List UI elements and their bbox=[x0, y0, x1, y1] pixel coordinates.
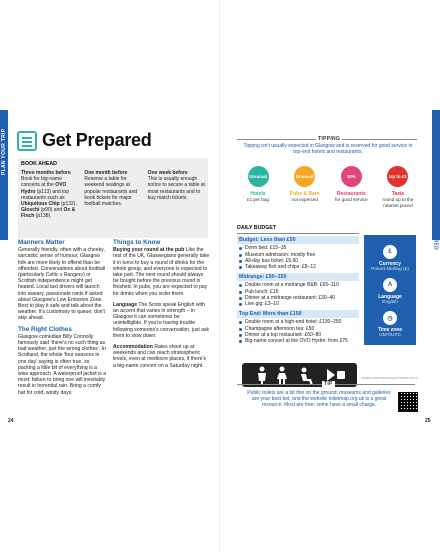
tip-item-taxis bbox=[377, 166, 419, 208]
book-col-head: One week before bbox=[147, 170, 188, 176]
language-text bbox=[113, 302, 210, 339]
qr-code-icon[interactable] bbox=[398, 392, 418, 412]
page-title-row bbox=[17, 130, 151, 151]
clothes-heading: The Right Clothes bbox=[18, 325, 72, 333]
tip-item-restaurants bbox=[330, 166, 372, 208]
accommodation-body: Rates shoot up at weekends and can reach stratospheric levels, even at mediocre places, if there's a big-name concert on a Saturday night. bbox=[113, 344, 206, 369]
book-col-bold: OVO Hydro bbox=[21, 182, 67, 195]
budget-band-low: Budget: Less than £50 bbox=[237, 236, 359, 244]
list-item: Dorm bed: £15–35 bbox=[239, 245, 359, 251]
tip-heading: TIP bbox=[324, 381, 333, 387]
checklist-icon bbox=[17, 131, 37, 151]
budget-band-mid: Midrange: £50–150 bbox=[237, 273, 359, 281]
book-col-bold: Gloschi bbox=[21, 207, 40, 214]
accommodation-label: Accommodation bbox=[113, 344, 153, 351]
tip-circle: Up to £1 bbox=[387, 166, 408, 187]
list-item: Champagne afternoon tea: £50 bbox=[239, 326, 359, 332]
tip-sub: not expected bbox=[291, 197, 318, 202]
book-ahead-box bbox=[18, 158, 208, 238]
book-col-text: This is usually enough notice to secure a table at most restaurants and to buy match tickets. bbox=[147, 176, 205, 201]
info-label: Currency bbox=[379, 261, 401, 267]
book-col-text: Reserve a table for weekend seatings at popular restaurants and book tickets for major football matches. bbox=[84, 176, 138, 208]
info-panel bbox=[364, 235, 416, 345]
book-col-head: One month before bbox=[84, 170, 128, 176]
book-col-text: (p132), bbox=[59, 201, 77, 208]
side-section-label: GET PREPARED bbox=[1, 189, 7, 232]
tip-label: Hotels bbox=[250, 191, 266, 197]
tip-label: Taxis bbox=[391, 191, 405, 197]
side-tab-label: PLAN YOUR TRIP bbox=[433, 60, 439, 107]
list-item: Double room at a high-end hotel: £130–250 bbox=[239, 319, 359, 325]
photo-credit: RIMMA KAPUSTINA/SHUTTERSTOCK © bbox=[362, 376, 418, 380]
list-item: Takeaway fish and chips: £8–12 bbox=[239, 264, 359, 270]
side-tab-label: PLAN YOUR TRIP bbox=[1, 128, 7, 175]
list-item: Big-name concert at the OVO Hydro: from £75 bbox=[239, 338, 359, 344]
manners-text: Generally friendly, often with a cheeky, sarcastic sense of humour, Glasgow folk are more likely to offend than be offended. Conversations about football (particularly Celtic v Rangers) or Scottish independence might get heated. Local taxi drivers will launch into sweary, passionate rants if asked about Glasgow's Low Emission Zone. Best to play it safe and talk about the weather. It's customary to queue; don't skip ahead. bbox=[18, 247, 106, 322]
buying-round-text bbox=[113, 247, 210, 297]
list-item: Pub lunch: £15 bbox=[239, 289, 359, 295]
accommodation-text bbox=[113, 344, 210, 369]
clothes-text: Glasgow comedian Billy Connolly famously said 'there's no such thing as bad weather, just the wrong clothes'. In Scotland, the whole 'four seasons in one day' saying is often true, so packing a little bit of everything is a wise approach. A waterproof jacket is a must; failure to bring one will inevitably result in torrential rain. Bring a comfy hat for cold, windy days. bbox=[18, 333, 107, 396]
list-item: Dinner at a midrange restaurant: £30–40 bbox=[239, 295, 359, 301]
tipping-text: Tipping isn't usually expected in Glasgow and is reserved for good service in top-end hotels and restaurants. bbox=[243, 143, 413, 156]
side-section-label: GET PREPARED bbox=[433, 207, 439, 250]
things-to-know-heading: Things to Know bbox=[113, 239, 161, 246]
book-col-bold: Ox & Finch bbox=[21, 207, 76, 220]
list-item: Live gig: £3–10 bbox=[239, 301, 359, 307]
tip-label: Pubs & Bars bbox=[289, 191, 320, 197]
tip-label: Restaurants bbox=[336, 191, 366, 197]
daily-budget-title: DAILY BUDGET bbox=[237, 225, 359, 234]
info-label: Time zone bbox=[377, 327, 403, 333]
info-value: English bbox=[382, 300, 398, 305]
tip-item-hotels bbox=[237, 166, 279, 208]
manners-heading: Manners Matter bbox=[18, 239, 65, 246]
book-col-text: (p113) and top restaurants such as bbox=[21, 188, 69, 201]
tipping-heading: TIPPING bbox=[318, 136, 341, 142]
budget-list-low bbox=[237, 244, 359, 271]
info-currency bbox=[371, 245, 409, 272]
language-label: Language bbox=[113, 301, 138, 308]
book-col-text: Book for big-name concerts at the bbox=[21, 176, 62, 189]
info-timezone bbox=[378, 311, 402, 338]
budget-band-top: Top End: More than £150 bbox=[237, 310, 359, 318]
tip-sub: for good service bbox=[334, 197, 368, 202]
currency-icon: £ bbox=[383, 245, 397, 259]
tip-circle: Unusual bbox=[248, 166, 269, 187]
buying-round-body: Like the rest of the UK, Glaswegians generally take it in turns to buy a round of drinks for the whole group, and everyone is expected to take part. The next round should always be bought before the previous round is finished. In pubs, you are expected to pay for drinks when you order them. bbox=[113, 247, 210, 297]
budget-list-top bbox=[237, 318, 359, 345]
budget-list-mid bbox=[237, 281, 359, 308]
list-item: All-day bus ticket: £5.60 bbox=[239, 258, 359, 264]
info-value: Pound sterling (£) bbox=[371, 267, 409, 272]
info-value: GMT/UTC bbox=[379, 333, 401, 338]
book-ahead-heading: BOOK AHEAD bbox=[21, 161, 57, 167]
tip-circle: 10% bbox=[341, 166, 362, 187]
tip-circle: Unusual bbox=[294, 166, 315, 187]
book-col-bold: Ubiquitous Chip bbox=[21, 201, 60, 208]
tipping-circles bbox=[237, 166, 419, 208]
page-number-left: 24 bbox=[8, 418, 14, 424]
tip-text: Public toilets are a bit thin on the ground; museums and galleries are your best bet, and the website toiletmap.org.uk is a great resource. Most are free; some have a small charge. bbox=[247, 390, 391, 409]
book-col-head: Three months before bbox=[21, 170, 71, 176]
list-item: Museum admission: mostly free bbox=[239, 252, 359, 258]
info-language bbox=[378, 278, 402, 305]
book-ahead-col-1 bbox=[21, 170, 78, 220]
clock-icon: ◷ bbox=[383, 311, 397, 325]
left-column bbox=[18, 240, 108, 396]
tip-sub: £1 per bag bbox=[247, 197, 269, 202]
right-column bbox=[113, 240, 210, 369]
tip-item-pubs bbox=[284, 166, 326, 208]
language-icon: A bbox=[383, 278, 397, 292]
info-label: Language bbox=[378, 294, 402, 300]
page-title: Get Prepared bbox=[42, 130, 152, 150]
list-item: Double room at a midrange B&B: £65–110 bbox=[239, 282, 359, 288]
list-item: Dinner at a top restaurant: £60–80 bbox=[239, 332, 359, 338]
page-number-right: 25 bbox=[425, 418, 431, 424]
book-ahead-col-2 bbox=[84, 170, 141, 220]
daily-budget bbox=[237, 225, 359, 345]
book-col-text: (p138). bbox=[34, 213, 52, 220]
buying-round-label: Buying your round at the pub bbox=[113, 247, 185, 254]
book-col-text: (p90) and bbox=[39, 207, 64, 214]
book-ahead-col-3 bbox=[148, 170, 205, 220]
tip-sub: round up to the nearest pound bbox=[382, 197, 414, 208]
language-body: The Scots speak English with an accent that varies in strength – in Glasgow it can sometimes be unintelligible. If you're having trouble following someone's conversation, just ask them to slow down. bbox=[113, 301, 210, 339]
